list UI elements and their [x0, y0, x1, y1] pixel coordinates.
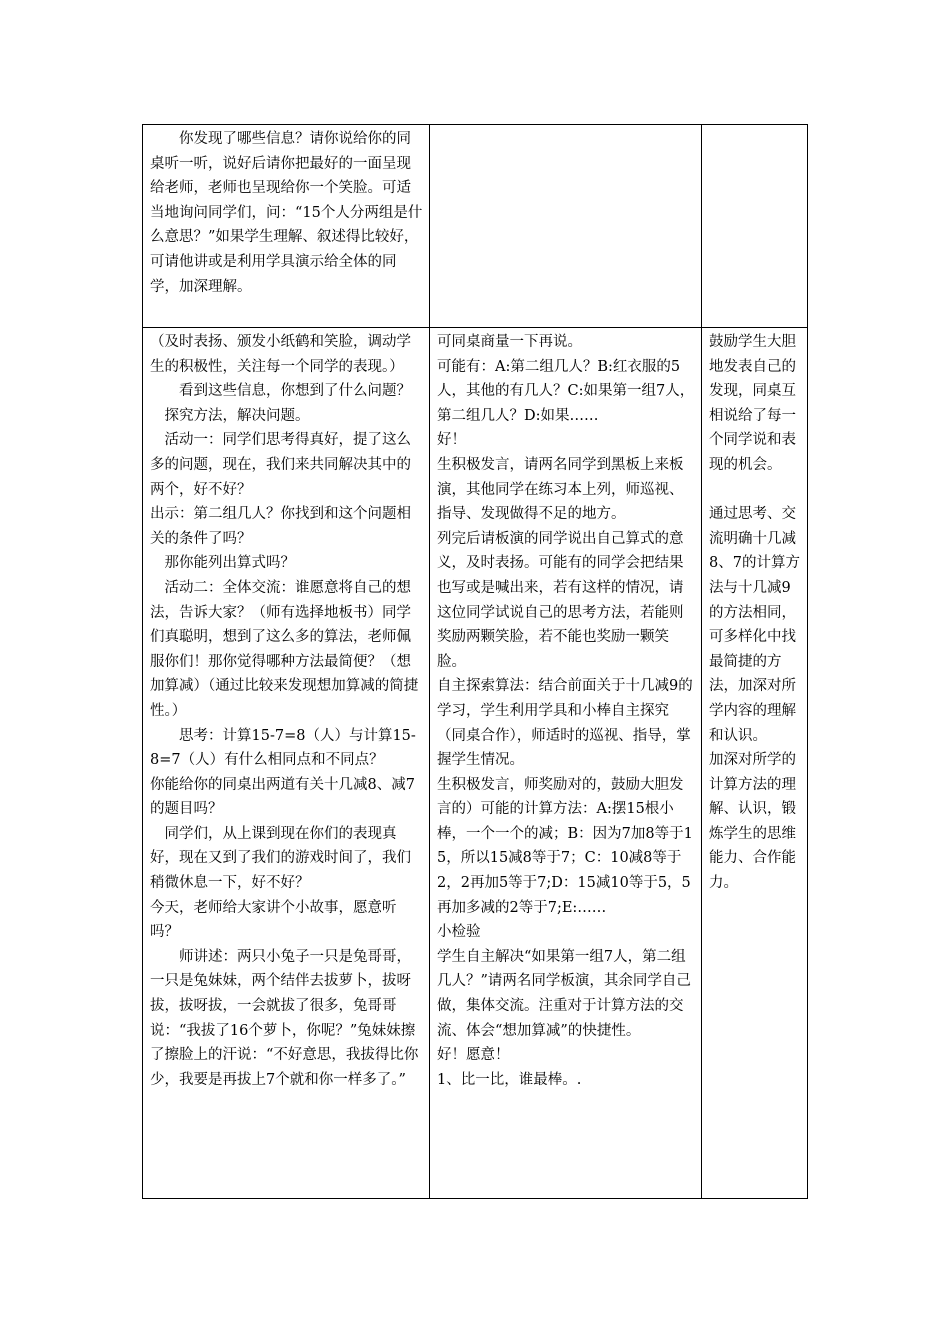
paragraph: （及时表扬、颁发小纸鹤和笑脸，调动学生的积极性，关注每一个同学的表现。）: [150, 334, 411, 375]
student-activity-cell: [430, 125, 702, 328]
paragraph: 出示：第二组几人？你找到和这个问题相关的条件了吗？: [150, 506, 411, 547]
paragraph: 同学们，从上课到现在你们的表现真好，现在又到了我们的游戏时间了，我们稍微休息一下，好不好？: [150, 825, 411, 892]
paragraph: 自主探索算法：结合前面关于十几减9的学习，学生利用学具和小棒自主探究（同桌合作），师适时的巡视、指导，掌握学生情况。: [437, 678, 693, 769]
paragraph: 1、比一比，谁最棒。.: [437, 1071, 582, 1088]
paragraph: 好！愿意！: [437, 1047, 510, 1064]
paragraph: 生积极发言，请两名同学到黑板上来板演，其他同学在练习本上列，师巡视、指导、发现做得不足的地方。: [437, 456, 684, 523]
student-activity-cell: [430, 328, 702, 1199]
paragraph: 思考：计算15-7=8（人）与计算15-8=7（人）有什么相同点和不同点？: [150, 727, 416, 769]
paragraph: 今天，老师给大家讲个小故事，愿意听吗？: [150, 899, 397, 941]
paragraph: 活动一：同学们思考得真好，提了这么多的问题，现在，我们来共同解决其中的两个，好不好？: [150, 432, 411, 498]
design-intent-cell: [702, 328, 808, 1199]
paragraph: 看到这些信息，你想到了什么问题？: [150, 383, 411, 400]
paragraph: 你发现了哪些信息？请你说给你的同桌听一听，说好后请你把最好的一面呈现给老师，老师也呈现给你一个笑脸。可适当地询问同学们，问：“15个人分两组是什么意思？”如果学生理解、叙述得比较好，可请他讲或是利用学具演示给全体的同学，加深理解。: [150, 131, 423, 295]
lesson-plan-table: [142, 124, 808, 1199]
paragraph: 师讲述：两只小兔子一只是兔哥哥，一只是兔妹妹，两个结伴去拔萝卜，拔呀拔，拔呀拔，一会就拔了很多，兔哥哥说：“我拔了16个萝卜，你呢？”兔妹妹擦了擦脸上的汗说：“不好意思，我拔得比你少，我要是再拔上7个就和你一样多了。”: [150, 948, 419, 1088]
paragraph: 学生自主解决“如果第一组7人，第二组几人？”请两名同学板演，其余同学自己做，集体交流。注重对于计算方法的交流、体会“想加算减”的快捷性。: [437, 948, 691, 1039]
table-row: [143, 328, 808, 1199]
design-intent-cell: [702, 125, 808, 328]
paragraph: 小检验: [437, 924, 481, 941]
paragraph: 那你能列出算式吗？: [150, 555, 295, 572]
paragraph: 探究方法，解决问题。: [150, 407, 310, 424]
paragraph: 通过思考、交流明确十几减8、7的计算方法与十几减9的方法相同，可多样化中找最简捷的方法，加深对所学内容的理解和认识。: [709, 506, 800, 744]
paragraph: 你能给你的同桌出两道有关十几减8、减7的题目吗？: [150, 776, 415, 818]
blank-line: [709, 478, 801, 503]
paragraph: 可能有：A:第二组几人？B:红衣服的5人，其他的有几人？C:如果第一组7人，第二组几人？D:如果……: [437, 358, 695, 424]
paragraph: 列完后请板演的同学说出自己算式的意义，及时表扬。可能有的同学会把结果也写或是喊出来，若有这样的情况，请这位同学试说自己的思考方法，若能则奖励两颗笑脸，若不能也奖励一颗笑脸。: [437, 530, 684, 670]
paragraph: 生积极发言，师奖励对的，鼓励大胆发言的）可能的计算方法：A:摆15根小棒，一个一个的减；B：因为7加8等于15，所以15减8等于7；C：10减8等于2，2再加5等于7;D：15减10等于5，5再加多减的2等于7;E:……: [437, 776, 693, 916]
paragraph: 好！: [437, 432, 466, 449]
table-row: [143, 125, 808, 328]
paragraph: 活动二：全体交流：谁愿意将自己的想法，告诉大家？（师有选择地板书）同学们真聪明，想到了这么多的算法，老师佩服你们！那你觉得哪种方法最简便？（想加算减）（通过比较来发现想加算减的简捷性。）: [150, 579, 419, 719]
paragraph: 可同桌商量一下再说。: [437, 334, 582, 350]
paragraph: 鼓励学生大胆地发表自己的发现，同桌互相说给了每一个同学说和表现的机会。: [709, 334, 796, 473]
teacher-activity-cell: [143, 328, 430, 1199]
teacher-activity-cell: [143, 125, 430, 328]
paragraph: 加深对所学的计算方法的理解、认识，锻炼学生的思维能力、合作能力。: [709, 752, 796, 892]
